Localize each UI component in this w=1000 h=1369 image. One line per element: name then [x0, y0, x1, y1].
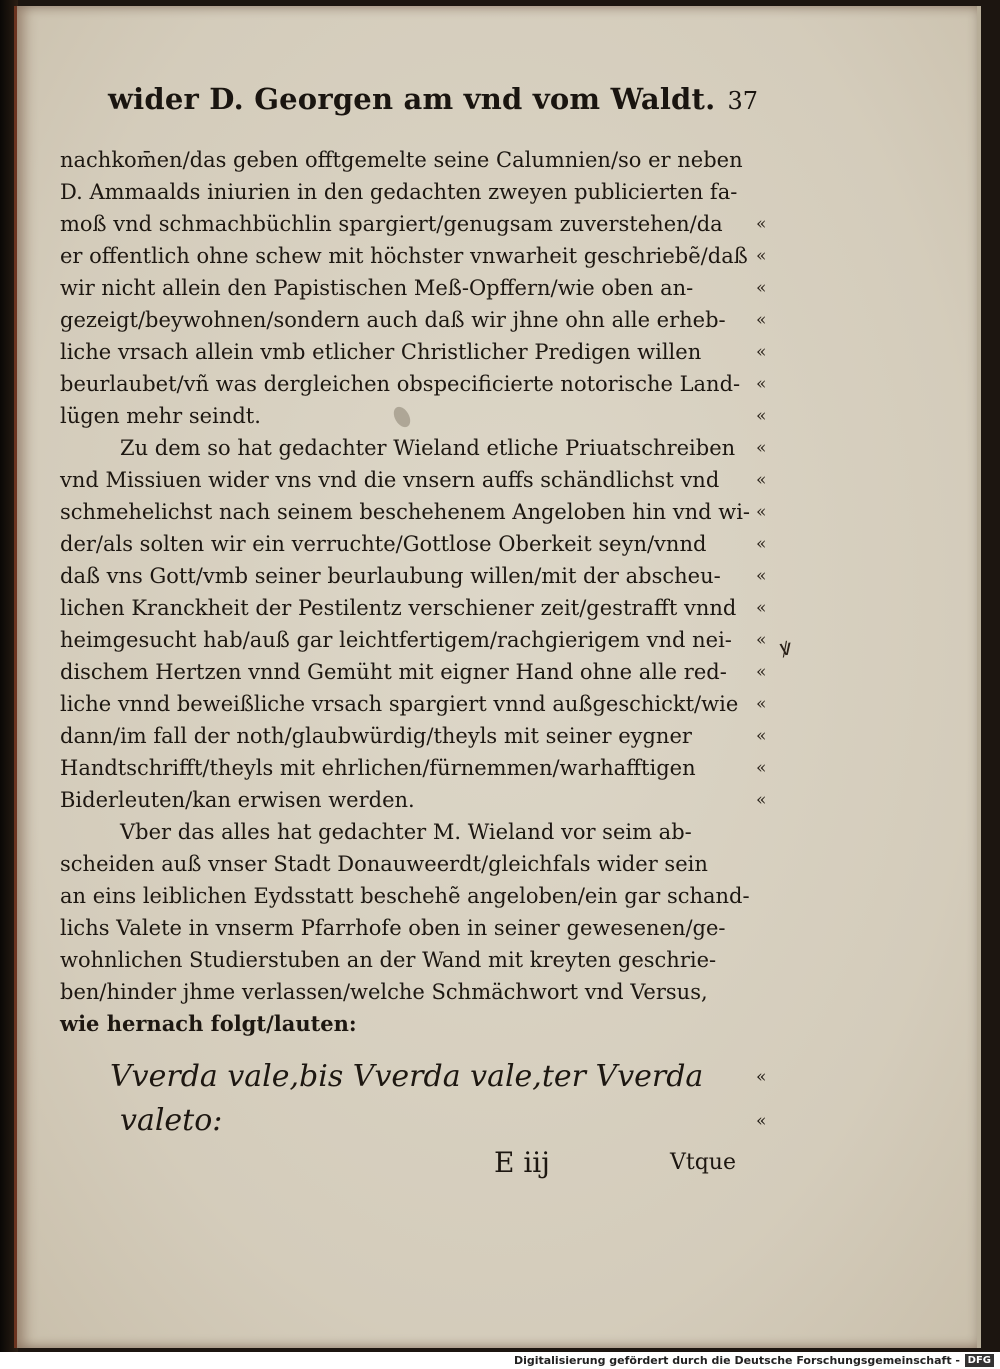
latin-line	[110, 1055, 810, 1099]
text-line	[60, 272, 805, 304]
latin-line-content: Vverda vale,bis Vverda vale,ter Vverda	[110, 1059, 704, 1094]
quotation-mark: «	[756, 374, 767, 394]
text-line	[60, 976, 805, 1008]
text-line-content: D. Ammaalds iniurien in den gedachten zweyen publicierten fa-	[60, 180, 738, 204]
text-line-content: an eins leiblichen Eydsstatt beschehẽ angeloben/ein gar schand-	[60, 884, 750, 908]
text-line	[60, 624, 805, 656]
text-line	[60, 784, 805, 816]
text-line-content: liche vrsach allein vmb etlicher Christlicher Predigen willen	[60, 340, 702, 364]
text-line-content: beurlaubet/vñ was dergleichen obspecificierte notorische Land-	[60, 372, 741, 396]
signature-mark: E iij	[494, 1146, 550, 1179]
text-line	[60, 592, 805, 624]
text-line-content: wohnlichen Studierstuben an der Wand mit kreyten geschrie-	[60, 948, 717, 972]
page-number: 37	[727, 87, 758, 115]
text-line-content: Handtschrifft/theyls mit ehrlichen/fürnemmen/warhafftigen	[60, 756, 696, 780]
text-line-content: er offentlich ohne schew mit höchster vnwarheit geschriebẽ/daß	[60, 244, 748, 268]
text-line-content: wie hernach folgt/lauten:	[60, 1011, 357, 1036]
text-line-content: vnd Missiuen wider vns vnd die vnsern auffs schändlichst vnd	[60, 468, 720, 492]
quotation-mark: «	[756, 1111, 767, 1131]
quotation-mark: «	[756, 662, 767, 682]
text-line	[60, 400, 805, 432]
running-title: wider D. Georgen am vnd vom Waldt.	[108, 82, 716, 116]
text-line-content: scheiden auß vnser Stadt Donauweerdt/gleichfals wider sein	[60, 852, 708, 876]
text-line-content: lügen mehr seindt.	[60, 404, 261, 428]
text-line	[60, 240, 805, 272]
quotation-mark: «	[756, 630, 767, 650]
text-line	[60, 528, 805, 560]
text-line-content: lichen Kranckheit der Pestilentz verschiener zeit/gestrafft vnnd	[60, 596, 737, 620]
text-line-content: nachkom̄en/das geben offtgemelte seine Calumnien/so er neben	[60, 148, 743, 172]
text-line	[60, 656, 805, 688]
text-line	[60, 1008, 805, 1040]
text-line-content: Zu dem so hat gedachter Wieland etliche Priuatschreiben	[120, 436, 736, 460]
text-line-content: dann/im fall der noth/glaubwürdig/theyls mit seiner eygner	[60, 724, 692, 748]
quotation-mark: «	[756, 246, 767, 266]
text-line	[60, 880, 805, 912]
text-line-content: dischem Hertzen vnnd Gemüht mit eigner Hand ohne alle red-	[60, 660, 727, 684]
latin-line-content: valeto:	[120, 1103, 223, 1138]
page-header	[108, 82, 758, 132]
text-line	[60, 912, 805, 944]
quotation-mark: «	[756, 278, 767, 298]
dfg-logo: DFG	[965, 1354, 994, 1367]
text-line	[60, 304, 805, 336]
quotation-mark: «	[756, 598, 767, 618]
latin-line	[110, 1099, 810, 1143]
text-line-content: der/als solten wir ein verruchte/Gottlose Oberkeit seyn/vnnd	[60, 532, 707, 556]
catchword: Vtque	[670, 1150, 736, 1175]
text-line	[60, 816, 805, 848]
text-line-content: schmehelichst nach seinem beschehenem Angeloben hin vnd wi-	[60, 500, 751, 524]
latin-verse	[110, 1055, 810, 1143]
quotation-mark: «	[756, 790, 767, 810]
funding-credit: Digitalisierung gefördert durch die Deutsche Forschungsgemeinschaft -	[513, 1354, 960, 1367]
text-line-content: wir nicht allein den Papistischen Meß-Opffern/wie oben an-	[60, 276, 694, 300]
text-line-content: gezeigt/beywohnen/sondern auch daß wir jhne ohn alle erheb-	[60, 308, 726, 332]
quotation-mark: «	[756, 406, 767, 426]
quotation-mark: «	[756, 758, 767, 778]
signature-line	[494, 1146, 764, 1186]
text-line	[60, 368, 805, 400]
text-line	[60, 336, 805, 368]
text-line	[60, 848, 805, 880]
body-text	[60, 144, 805, 1040]
text-line	[60, 464, 805, 496]
marginal-annotation: ꝟ	[778, 635, 793, 662]
quotation-mark: «	[756, 502, 767, 522]
text-line	[60, 144, 805, 176]
text-line	[60, 496, 805, 528]
text-line	[60, 176, 805, 208]
text-line-content: Biderleuten/kan erwisen werden.	[60, 788, 415, 812]
quotation-mark: «	[756, 342, 767, 362]
quotation-mark: «	[756, 470, 767, 490]
text-line	[60, 720, 805, 752]
text-line-content: Vber das alles hat gedachter M. Wieland vor seim ab-	[120, 820, 692, 844]
text-line	[60, 752, 805, 784]
footer-bar	[0, 1352, 1000, 1369]
text-line-content: daß vns Gott/vmb seiner beurlaubung willen/mit der abscheu-	[60, 564, 721, 588]
text-line-content: moß vnd schmachbüchlin spargiert/genugsam zuverstehen/da	[60, 212, 723, 236]
quotation-mark: «	[756, 726, 767, 746]
text-line	[60, 944, 805, 976]
text-line	[60, 208, 805, 240]
quotation-mark: «	[756, 214, 767, 234]
quotation-mark: «	[756, 438, 767, 458]
text-line-content: heimgesucht hab/auß gar leichtfertigem/rachgierigem vnd nei-	[60, 628, 732, 652]
text-line	[60, 432, 805, 464]
quotation-mark: «	[756, 694, 767, 714]
text-line	[60, 688, 805, 720]
text-line	[60, 560, 805, 592]
quotation-mark: «	[756, 1067, 767, 1087]
quotation-mark: «	[756, 566, 767, 586]
text-line-content: liche vnnd beweißliche vrsach spargiert vnnd außgeschickt/wie	[60, 692, 739, 716]
page-edge	[977, 6, 981, 1348]
quotation-mark: «	[756, 534, 767, 554]
text-line-content: ben/hinder jhme verlassen/welche Schmächwort vnd Versus,	[60, 980, 708, 1004]
quotation-mark: «	[756, 310, 767, 330]
text-line-content: lichs Valete in vnserm Pfarrhofe oben in seiner gewesenen/ge-	[60, 916, 726, 940]
